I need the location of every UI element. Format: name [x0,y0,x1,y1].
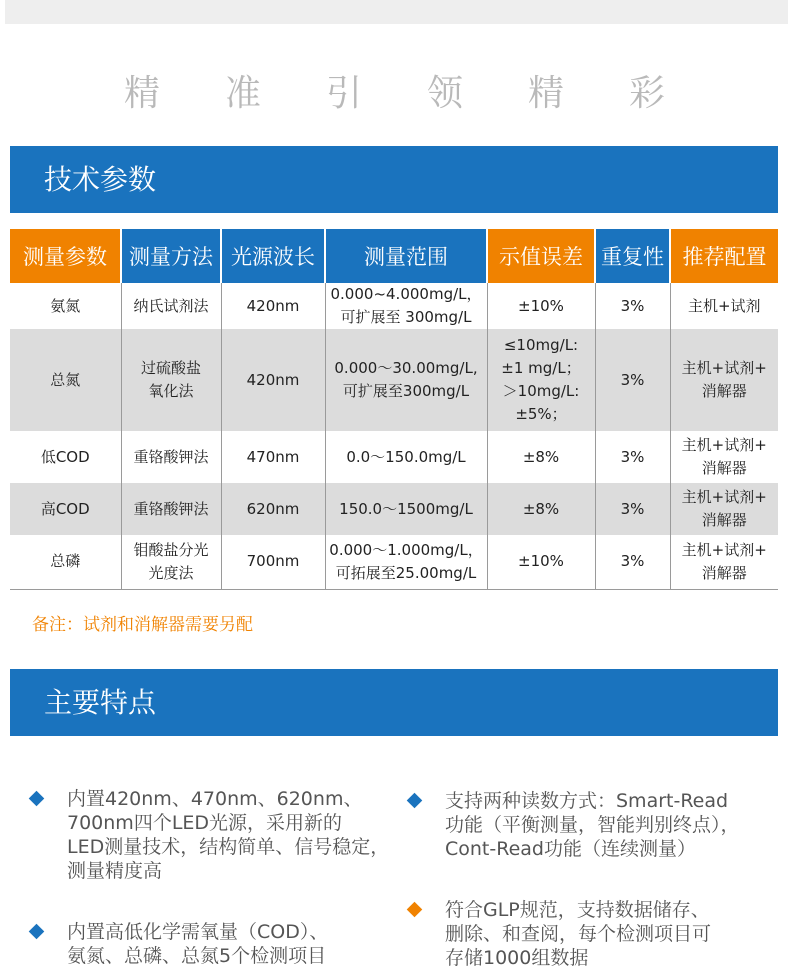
cell-line: 消解器 [701,382,747,400]
cell-line: 3% [620,552,645,571]
cell-line: 3% [620,447,645,466]
section-title: 技术参数 [44,163,157,196]
diamond-bullet-icon [407,793,423,809]
feature-line: 支持两种读数方式：Smart-Read [445,790,729,812]
cell-line: 420nm [246,296,300,315]
cell-line: 可扩展至300mg/L [342,382,470,400]
cell-line: 3% [620,296,645,315]
table-cell-config [670,535,778,589]
feature-text [445,789,740,861]
cell-line: ≤10mg/L: [503,336,579,354]
slogan [0,72,788,116]
table-cell-error [487,431,595,483]
feature-line: 内置高低化学需氧量（COD）、 [67,921,329,943]
diamond-bullet-icon [29,924,45,940]
cell-line: 主机+试剂+ [681,488,767,506]
table-cell-wavelength [221,329,325,431]
table-cell-config [670,483,778,535]
diamond-bullet-icon [29,791,45,807]
table-cell-repeat [595,431,670,483]
cell-line: 消解器 [701,511,747,529]
feature-text [67,920,328,968]
tech-section-header [10,146,778,213]
slogan-char: 准 [225,73,262,114]
table-cell-method [121,431,221,483]
column-header: 测量参数 [10,229,121,283]
top-divider-strip [5,0,788,24]
cell-line: 重铬酸钾法 [133,499,209,518]
column-header: 示值误差 [487,229,595,283]
feature-line: 功能（平衡测量，智能判别终点）， [445,814,740,836]
slogan-char: 彩 [629,73,666,114]
table-cell-wavelength [221,283,325,329]
cell-line: 主机+试剂+ [681,436,767,454]
table-cell-repeat [595,329,670,431]
table-row [10,483,778,535]
cell-line: ±10% [518,552,564,571]
feature-line: 内置420nm、470nm、620nm、 [67,788,363,810]
table-cell-method [121,535,221,589]
column-header: 推荐配置 [670,229,778,283]
cell-line: 过硫酸盐 [140,359,201,377]
cell-line: ±1 mg/L； [501,359,581,377]
table-cell-param [10,329,121,431]
cell-line: ±8% [522,499,560,518]
cell-line: 可拓展至25.00mg/L [335,563,477,582]
table-cell-error [487,283,595,329]
cell-line: 150.0～1500mg/L [339,499,473,518]
cell-line: 620nm [246,499,300,518]
cell-line: 420nm [246,370,300,389]
cell-line: 0.000～30.00mg/L, [334,359,478,377]
table-cell-range [325,535,487,589]
section-title: 主要特点 [44,686,157,719]
column-header: 光源波长 [221,229,325,283]
features-section-header [10,669,778,736]
table-cell-method [121,283,221,329]
table-row [10,283,778,329]
cell-line: 低COD [40,447,90,466]
cell-line: ±10% [518,296,564,315]
cell-line: 主机+试剂+ [681,540,767,559]
cell-line: ＞10mg/L: [502,382,580,400]
cell-line: 主机+试剂 [687,296,761,315]
cell-line: ±5%； [515,405,567,423]
cell-line: 总磷 [50,552,81,571]
table-cell-method [121,483,221,535]
cell-line: 钼酸盐分光 [133,540,209,559]
table-cell-error [487,329,595,431]
cell-line: 0.000~4.000mg/L， [330,285,482,303]
feature-line: 测量精度高 [67,860,163,882]
table-row [10,431,778,483]
column-header: 测量方法 [121,229,221,283]
spec-table [10,229,778,590]
cell-line: 主机+试剂+ [681,359,767,377]
feature-line: 符合GLP规范，支持数据储存、 [445,899,710,921]
feature-text [445,898,711,970]
table-cell-param [10,535,121,589]
table-cell-range [325,329,487,431]
table-cell-config [670,283,778,329]
cell-line: 可扩展至 300mg/L [340,308,472,326]
feature-line: 存储1000组数据 [445,947,589,969]
cell-line: 氨氮 [50,296,81,315]
cell-line: ±8% [522,447,560,466]
cell-line: 3% [620,499,645,518]
table-cell-repeat [595,535,670,589]
table-cell-method [121,329,221,431]
cell-line: 光度法 [148,563,194,582]
slogan-char: 精 [124,73,161,114]
table-cell-repeat [595,483,670,535]
feature-line: 氨氮、总磷、总氮5个检测项目 [67,945,327,967]
cell-line: 纳氏试剂法 [133,296,209,315]
feature-line: 删除、和查阅，每个检测项目可 [445,923,712,945]
cell-line: 总氮 [50,370,81,389]
cell-line: 0.0～150.0mg/L [346,447,466,466]
cell-line: 重铬酸钾法 [133,447,209,466]
table-cell-range [325,483,487,535]
cell-line: 0.000～1.000mg/L， [329,540,483,559]
table-row [10,329,778,431]
slogan-char: 领 [427,73,464,114]
feature-line: 700nm四个LED光源，采用新的 [67,812,343,834]
table-cell-param [10,283,121,329]
table-cell-range [325,283,487,329]
slogan-char: 精 [528,73,565,114]
table-cell-wavelength [221,483,325,535]
feature-line: LED测量技术，结构简单、信号稳定， [67,836,390,858]
table-row [10,535,778,589]
table-cell-wavelength [221,431,325,483]
note-text: 备注：试剂和消解器需要另配 [32,615,253,635]
column-header: 重复性 [595,229,670,283]
cell-line: 消解器 [701,459,747,477]
table-cell-config [670,329,778,431]
cell-line: 470nm [246,447,300,466]
cell-line: 700nm [246,552,300,571]
table-cell-repeat [595,283,670,329]
table-cell-range [325,431,487,483]
table-cell-param [10,483,121,535]
diamond-bullet-icon [407,902,423,918]
table-cell-error [487,483,595,535]
slogan-char: 引 [326,73,363,114]
column-header: 测量范围 [325,229,487,283]
cell-line: 高COD [40,499,90,518]
table-cell-wavelength [221,535,325,589]
table-cell-error [487,535,595,589]
cell-line: 3% [620,370,645,389]
feature-line: Cont-Read功能（连续测量） [445,838,696,860]
table-header-row [10,229,778,283]
cell-line: 消解器 [701,563,747,582]
feature-text [67,787,389,883]
table-cell-config [670,431,778,483]
cell-line: 氧化法 [148,382,194,400]
table-cell-param [10,431,121,483]
